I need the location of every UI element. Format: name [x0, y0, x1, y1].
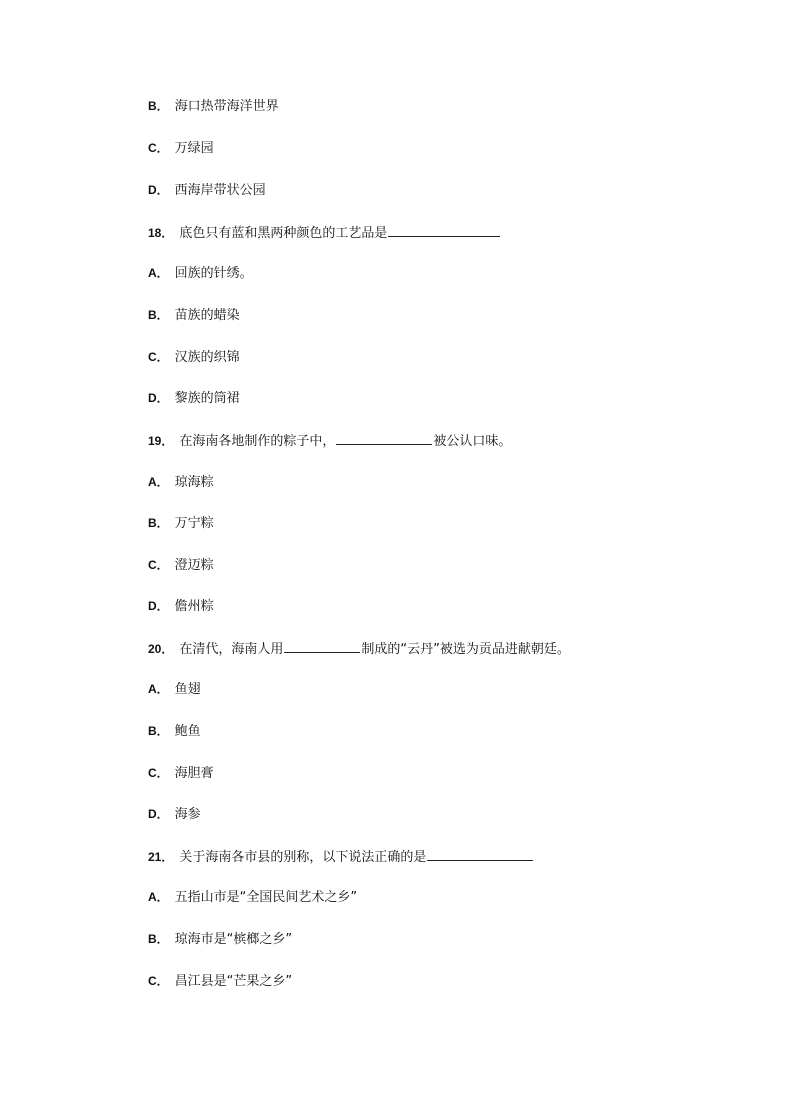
- option-text: 海参: [174, 807, 201, 822]
- option-label: A．: [148, 475, 169, 489]
- question-18: [148, 222, 501, 242]
- option-text: 汉族的织锦: [174, 350, 240, 365]
- option-label: B．: [148, 308, 169, 322]
- option-text: 海胆膏: [174, 766, 214, 781]
- option-text: 回族的针绣。: [174, 266, 253, 281]
- option-text: 万宁粽: [174, 516, 214, 531]
- option-label: C．: [148, 350, 169, 364]
- option-text: 琼海市是“槟榔之乡”: [174, 932, 293, 947]
- option-c-line: [148, 763, 214, 783]
- option-label: B．: [148, 99, 169, 113]
- option-a-line: [148, 887, 357, 907]
- option-label: D．: [148, 183, 169, 197]
- option-a-line: [148, 679, 201, 699]
- option-text: 海口热带海洋世界: [174, 99, 279, 114]
- option-b-line: [148, 96, 279, 116]
- option-label: A．: [148, 266, 169, 280]
- option-text: 澄迈粽: [174, 558, 214, 573]
- option-label: B．: [148, 516, 169, 530]
- option-text: 五指山市是“全国民间艺术之乡”: [174, 890, 358, 905]
- option-label: D．: [148, 807, 169, 821]
- option-d-line: [148, 804, 201, 824]
- option-b-line: [148, 513, 214, 533]
- question-20: [148, 638, 570, 658]
- option-c-line: [148, 555, 214, 575]
- question-text: 关于海南各市县的别称，以下说法正确的是: [179, 850, 427, 865]
- answer-blank: [427, 846, 533, 861]
- answer-blank: [388, 222, 500, 237]
- option-text: 昌江县是“芒果之乡”: [174, 974, 293, 989]
- question-number: 18．: [148, 226, 174, 240]
- option-text: 琼海粽: [174, 475, 214, 490]
- option-c-line: [148, 138, 214, 158]
- option-d-line: [148, 180, 266, 200]
- question-19: [148, 430, 511, 450]
- option-label: C．: [148, 974, 169, 988]
- option-b-line: [148, 929, 292, 949]
- option-label: D．: [148, 391, 169, 405]
- question-text-after: 制成的“云丹”被选为贡品进献朝廷。: [361, 642, 570, 657]
- question-text-after: 被公认口味。: [433, 434, 512, 449]
- option-text: 西海岸带状公园: [174, 183, 266, 198]
- question-text: 在海南各地制作的粽子中，: [179, 434, 336, 449]
- option-text: 苗族的蜡染: [174, 308, 240, 323]
- option-a-line: [148, 263, 253, 283]
- question-number: 21．: [148, 850, 174, 864]
- answer-blank: [336, 430, 432, 445]
- option-label: C．: [148, 766, 169, 780]
- option-d-line: [148, 596, 214, 616]
- option-label: B．: [148, 932, 169, 946]
- question-number: 20．: [148, 642, 174, 656]
- question-number: 19．: [148, 434, 174, 448]
- option-label: C．: [148, 141, 169, 155]
- answer-blank: [284, 638, 360, 653]
- option-label: A．: [148, 890, 169, 904]
- question-21: [148, 846, 534, 866]
- option-text: 儋州粽: [174, 599, 214, 614]
- option-text: 鲍鱼: [174, 724, 201, 739]
- option-label: A．: [148, 682, 169, 696]
- option-text: 万绿园: [174, 141, 214, 156]
- option-c-line: [148, 347, 240, 367]
- option-text: 黎族的筒裙: [174, 391, 240, 406]
- question-text: 底色只有蓝和黑两种颜色的工艺品是: [179, 226, 388, 241]
- option-d-line: [148, 388, 240, 408]
- option-b-line: [148, 721, 201, 741]
- option-label: C．: [148, 558, 169, 572]
- option-text: 鱼翅: [174, 682, 201, 697]
- option-c-line: [148, 971, 292, 991]
- option-label: B．: [148, 724, 169, 738]
- option-a-line: [148, 472, 214, 492]
- option-label: D．: [148, 599, 169, 613]
- option-b-line: [148, 305, 240, 325]
- question-text: 在清代，海南人用: [179, 642, 284, 657]
